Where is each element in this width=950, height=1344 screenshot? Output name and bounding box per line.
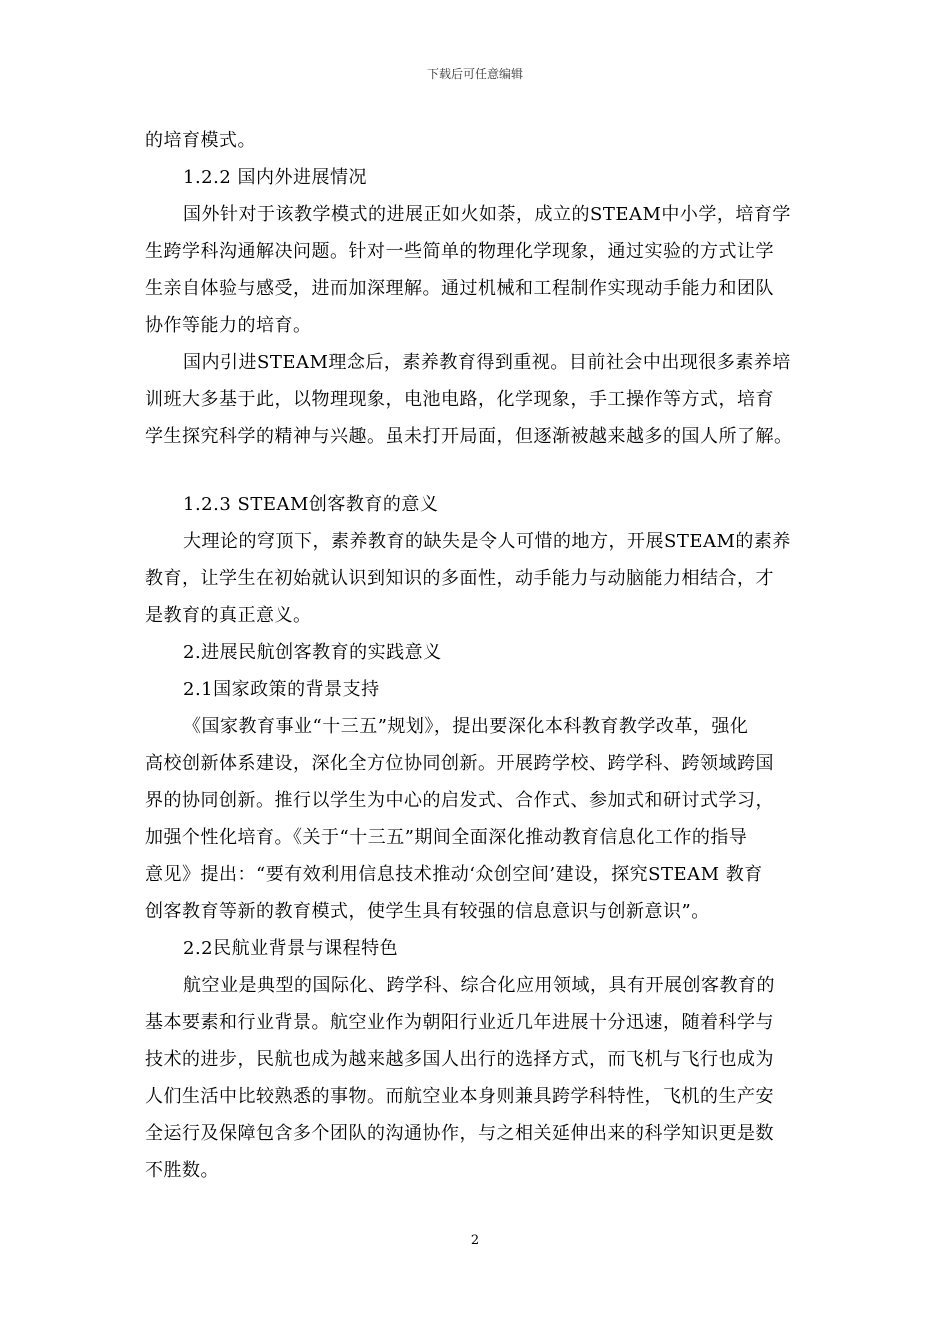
section-heading-2: 2.进展民航创客教育的实践意义 <box>183 642 442 663</box>
paragraph-line: 航空业是典型的国际化、跨学科、综合化应用领域，具有开展创客教育的 <box>183 975 775 996</box>
paragraph-line: 《国家教育事业“十三五”规划》，提出要深化本科教育教学改革，强化 <box>183 716 749 737</box>
paragraph-foreign-progress <box>145 196 815 344</box>
paragraph-line: 技术的进步，民航也成为越来越多国人出行的选择方式，而飞机与飞行也成为 <box>145 1049 774 1070</box>
paragraph-aviation-background <box>145 967 815 1189</box>
paragraph-line: 国外针对于该教学模式的进展正如火如荼，成立的STEAM中小学，培育学 <box>183 204 791 225</box>
section-heading-1-2-2: 1.2.2 国内外进展情况 <box>183 167 368 188</box>
paragraph-line: 国内引进STEAM理念后，素养教育得到重视。目前社会中出现很多素养培 <box>183 352 791 373</box>
paragraph-line: 是教育的真正意义。 <box>145 605 312 626</box>
paragraph-line: 界的协同创新。推行以学生为中心的启发式、合作式、参加式和研讨式学习， <box>145 790 774 811</box>
paragraph-line: 基本要素和行业背景。航空业作为朝阳行业近几年进展十分迅速，随着科学与 <box>145 1012 774 1033</box>
paragraph-domestic-progress <box>145 344 815 455</box>
paragraph-line: 高校创新体系建设，深化全方位协同创新。开展跨学校、跨学科、跨领域跨国 <box>145 753 774 774</box>
paragraph-steam-meaning <box>145 523 815 634</box>
paragraph-line: 教育，让学生在初始就认识到知识的多面性，动手能力与动脑能力相结合，才 <box>145 568 774 589</box>
paragraph-national-policy <box>145 708 815 930</box>
section-heading-2-1: 2.1国家政策的背景支持 <box>183 679 380 700</box>
document-body <box>145 122 815 1189</box>
paragraph-line: 意见》提出：“要有效利用信息技术推动‘众创空间’建设，探究STEAM 教育 <box>145 864 763 885</box>
paragraph-line: 不胜数。 <box>145 1160 219 1181</box>
page-number: 2 <box>470 1233 480 1248</box>
paragraph-line: 生亲自体验与感受，进而加深理解。通过机械和工程制作实现动手能力和团队 <box>145 278 774 299</box>
paragraph-line: 学生探究科学的精神与兴趣。虽未打开局面，但逐渐被越来越多的国人所了解。 <box>145 426 793 447</box>
section-heading-2-2: 2.2民航业背景与课程特色 <box>183 938 399 959</box>
paragraph-line: 人们生活中比较熟悉的事物。而航空业本身则兼具跨学科特性，飞机的生产安 <box>145 1086 774 1107</box>
paragraph-line: 创客教育等新的教育模式，使学生具有较强的信息意识与创新意识”。 <box>145 901 710 922</box>
paragraph-line: 生跨学科沟通解决问题。针对一些简单的物理化学现象，通过实验的方式让学 <box>145 241 774 262</box>
paragraph-line: 的培育模式。 <box>145 130 256 151</box>
section-heading-1-2-3: 1.2.3 STEAM创客教育的意义 <box>183 494 439 515</box>
paragraph-line: 加强个性化培育。《关于“十三五”期间全面深化推动教育信息化工作的指导 <box>145 827 748 848</box>
paragraph-line: 训班大多基于此，以物理现象，电池电路，化学现象，手工操作等方式，培育 <box>145 389 774 410</box>
paragraph-spacer <box>145 455 815 486</box>
page-header: 下载后可任意编辑 <box>426 67 523 81</box>
paragraph-line: 大理论的穹顶下，素养教育的缺失是令人可惜的地方，开展STEAM的素养 <box>183 531 791 552</box>
paragraph-line: 协作等能力的培育。 <box>145 315 312 336</box>
paragraph-line: 全运行及保障包含多个团队的沟通协作，与之相关延伸出来的科学知识更是数 <box>145 1123 774 1144</box>
